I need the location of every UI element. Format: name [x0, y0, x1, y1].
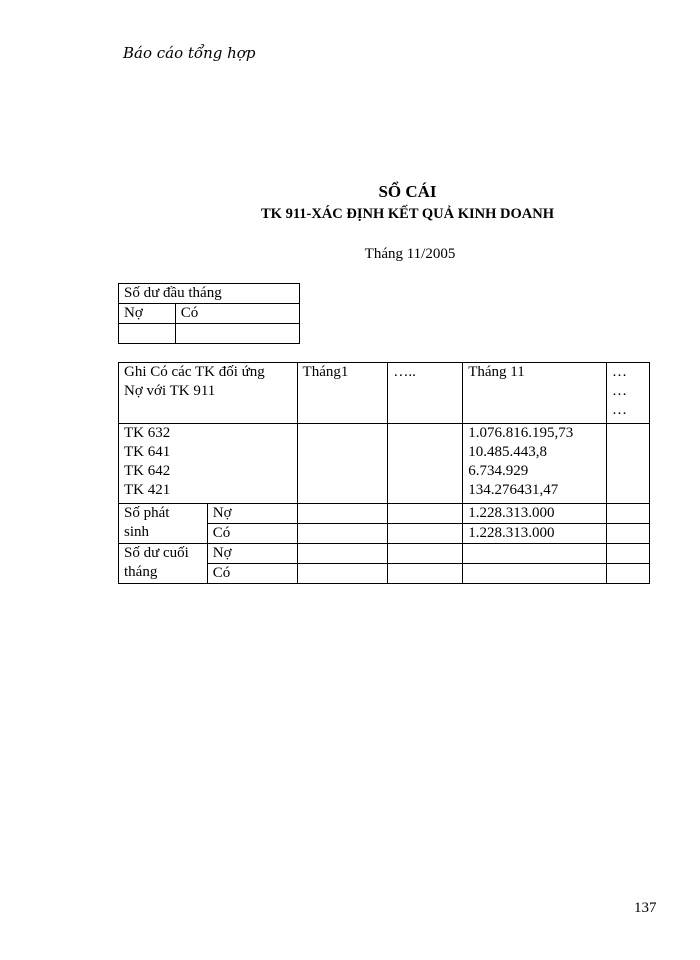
document-title: SỔ CÁI: [378, 182, 437, 201]
closing-debit-ellipsis: [388, 544, 463, 564]
arising-debit-more: [607, 504, 650, 524]
closing-debit-month-1: [297, 544, 388, 564]
ledger-accounts-row: [119, 424, 650, 504]
opening-debit-value: [119, 324, 176, 344]
closing-credit-ellipsis: [388, 564, 463, 584]
arising-credit-ellipsis: [388, 524, 463, 544]
header-month-11: Tháng 11: [463, 363, 607, 424]
header-more-2: …: [612, 383, 628, 399]
header-counter-account-line1: Ghi Có các TK đối ứng: [124, 364, 265, 380]
header-ellipsis: …..: [388, 363, 463, 424]
account-name: TK 421: [124, 482, 171, 498]
ledger-table: [118, 362, 650, 584]
closing-credit-value: [463, 564, 607, 584]
closing-debit-row: [119, 544, 650, 564]
closing-debit-more: [607, 544, 650, 564]
account-value: 10.485.443,8: [468, 444, 547, 460]
document-month: Tháng 11/2005: [364, 246, 456, 262]
opening-balance-heading: Số dư đầu tháng: [119, 284, 300, 304]
document-subtitle: TK 911-XÁC ĐỊNH KẾT QUẢ KINH DOANH: [261, 206, 554, 222]
arising-credit-value: 1.228.313.000: [463, 524, 607, 544]
closing-credit-label: Có: [207, 564, 297, 584]
arising-debit-ellipsis: [388, 504, 463, 524]
account-name: TK 641: [124, 444, 171, 460]
arising-credit-more: [607, 524, 650, 544]
account-values-month-11: [463, 424, 607, 504]
header-more-3: …: [612, 402, 628, 418]
accounts-ellipsis: [388, 424, 463, 504]
arising-debit-month-1: [297, 504, 388, 524]
arising-debit-row: [119, 504, 650, 524]
closing-label-line2: tháng: [124, 564, 158, 580]
closing-debit-value: [463, 544, 607, 564]
account-value: 134.276431,47: [468, 482, 559, 498]
accounts-month-1: [297, 424, 388, 504]
closing-label-line1: Số dư cuối: [124, 545, 189, 561]
arising-credit-month-1: [297, 524, 388, 544]
closing-credit-month-1: [297, 564, 388, 584]
accounts-more: [607, 424, 650, 504]
report-header-label: Báo cáo tổng hợp: [123, 44, 256, 62]
page-number: 137: [634, 900, 657, 916]
header-counter-account-line2: Nợ với TK 911: [124, 383, 216, 399]
opening-credit-label: Có: [175, 304, 299, 324]
opening-credit-value: [175, 324, 299, 344]
arising-debit-value: 1.228.313.000: [463, 504, 607, 524]
arising-debit-label: Nợ: [207, 504, 297, 524]
account-value: 6.734.929: [468, 463, 529, 479]
account-name: TK 642: [124, 463, 171, 479]
opening-debit-label: Nợ: [119, 304, 176, 324]
header-counter-account: [119, 363, 298, 424]
account-list: [119, 424, 298, 504]
closing-credit-more: [607, 564, 650, 584]
arising-credit-label: Có: [207, 524, 297, 544]
header-more-1: …: [612, 364, 628, 380]
opening-balance-table: [118, 283, 300, 344]
account-value: 1.076.816.195,73: [468, 425, 574, 441]
header-more-months: [607, 363, 650, 424]
closing-debit-label: Nợ: [207, 544, 297, 564]
header-month-1: Tháng1: [297, 363, 388, 424]
arising-label-line2: sinh: [124, 524, 150, 540]
ledger-header-row: [119, 363, 650, 424]
closing-label: [119, 544, 208, 584]
arising-label-line1: Số phát: [124, 505, 170, 521]
arising-label: [119, 504, 208, 544]
account-name: TK 632: [124, 425, 171, 441]
